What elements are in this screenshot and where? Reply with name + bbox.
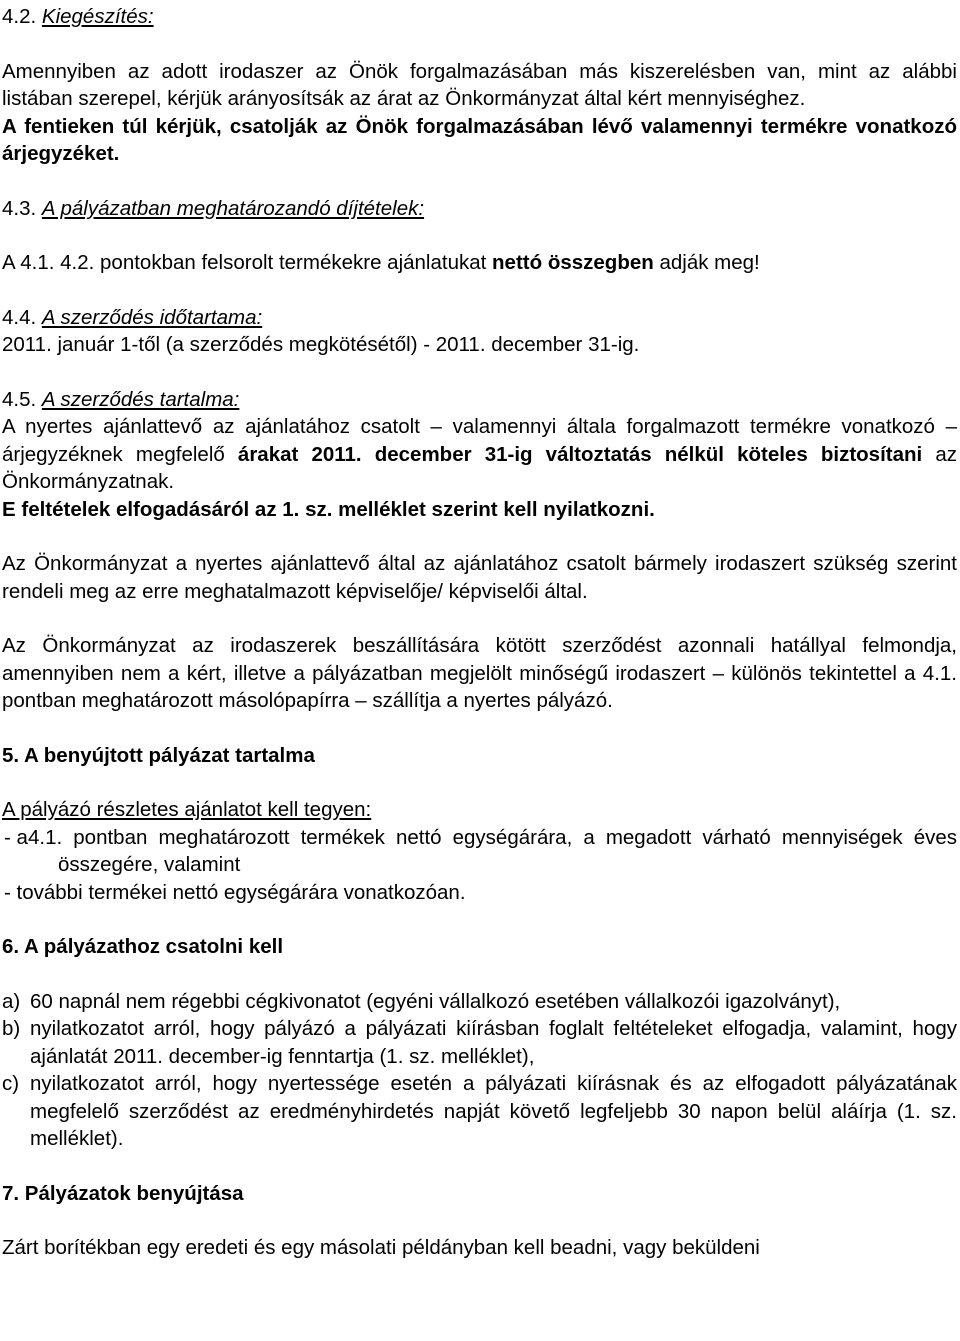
list-item-text: nyilatkozatot arról, hogy pályázó a pályázati kiírásban foglalt feltételeket elfogadja, valamint, hogy ajánlatát 2011. december-ig fenntartja (1. sz. melléklet), xyxy=(30,1017,957,1068)
section-title: 6. A pályázathoz csatolni kell xyxy=(2,935,284,958)
section-4-5-heading xyxy=(2,386,957,414)
list-item-text: 60 napnál nem régebbi cégkivonatot (egyéni vállalkozó esetében vállalkozói igazolványt), xyxy=(30,989,841,1013)
s5-list-item-2 xyxy=(2,879,957,907)
s5-list-item xyxy=(2,824,957,879)
document-page xyxy=(2,0,957,1262)
s7-text: Zárt borítékban egy eredeti és egy másolati példányban kell beadni, vagy beküldeni xyxy=(2,1236,760,1259)
section-number: 4.3. xyxy=(2,196,42,220)
list-label: a) xyxy=(2,989,21,1013)
s42-paragraph: Amennyiben az adott irodaszer az Önök forgalmazásában más kiszerelésben van, mint az alábbi listában szerepel, kérjük arányosítsák az árat az Önkormányzat által kért mennyiséghez. xyxy=(2,59,957,110)
s5-subheading-text: A pályázó részletes ajánlatot kell tegyen: xyxy=(2,798,372,821)
list-label: c) xyxy=(2,1072,20,1095)
section-title: A pályázatban meghatározandó díjtételek: xyxy=(41,196,425,220)
s45-bold-text-1: árakat 2011. december 31-ig változtatás nélkül köteles biztosítani xyxy=(237,442,923,466)
list-bullet: - a xyxy=(4,825,28,849)
s6-list-item-a xyxy=(2,988,957,1016)
section-title: A szerződés tartalma: xyxy=(41,387,240,411)
s45-paragraph-3: Az Önkormányzat az irodaszerek beszállítására kötött szerződést azonnali hatállyal felmondja, amennyiben nem a kért, illetve a pályázatban megjelölt minőségű irodaszert – különös tekintettel a 4.1. pontban meghatározott másolópapírra – szállítja a nyertes pályázó. xyxy=(2,634,957,712)
section-6-heading xyxy=(2,933,957,961)
s42-bold-text: A fentieken túl kérjük, csatolják az Önök forgalmazásában lévő valamennyi termékre vonatkozó árjegyzéket. xyxy=(2,114,957,165)
section-number: 4.5. xyxy=(2,387,42,411)
section-title: Kiegészítés: xyxy=(41,5,154,28)
section-title: 7. Pályázatok benyújtása xyxy=(2,1181,244,1205)
s44-text: 2011. január 1-től (a szerződés megkötésétől) - 2011. december 31-ig. xyxy=(2,333,640,356)
s43-text-b: adják meg! xyxy=(653,251,760,274)
s5-subheading xyxy=(2,796,957,824)
section-4-4-heading xyxy=(2,304,957,332)
section-4-3-heading xyxy=(2,195,957,223)
section-5-heading xyxy=(2,742,957,770)
s45-paragraph xyxy=(2,413,957,496)
section-4-2-heading xyxy=(2,3,957,31)
s45-bold-text-2: E feltételek elfogadásáról az 1. sz. melléklet szerint kell nyilatkozni. xyxy=(2,497,655,521)
list-item-text: nyilatkozatot arról, hogy nyertessége esetén a pályázati kiírásnak és az elfogadott pályázatának megfelelő szerződést az eredményhirdetés napját követő legfeljebb 30 napon belül aláírja (1. sz. melléklet). xyxy=(30,1072,957,1150)
s45-bold-line xyxy=(2,496,957,524)
s42-bold-paragraph xyxy=(2,113,957,168)
list-label: b) xyxy=(2,1017,21,1040)
s6-list-item-b xyxy=(2,1015,957,1070)
list-item-text: - további termékei nettó egységárára vonatkozóan. xyxy=(4,880,466,904)
s45-text-a: A nyertes ajánlattevő az ajánlatához csatolt – valamennyi általa forgalmazott termékre vonatkozó – árjegyzéknek megfelelő xyxy=(2,415,957,466)
s45-paragraph-2: Az Önkormányzat a nyertes ajánlattevő által az ajánlatához csatolt bármely irodaszert szükség szerint rendeli meg az erre meghatalmazott képviselője/ képviselői által. xyxy=(2,552,957,603)
section-number: 4.2. xyxy=(2,5,42,28)
list-item-text: 4.1. pontban meghatározott termékek nettó egységárára, a megadott várható mennyiségek éves összegére, valamint xyxy=(28,825,957,876)
section-7-heading xyxy=(2,1180,957,1208)
s43-bold-text: nettó összegben xyxy=(492,251,654,274)
section-number: 4.4. xyxy=(2,305,42,329)
s45-text-b: az Önkormányzatnak. xyxy=(2,442,957,493)
section-title: 5. A benyújtott pályázat tartalma xyxy=(2,743,315,767)
s6-list-item-c xyxy=(2,1070,957,1153)
section-title: A szerződés időtartama: xyxy=(41,305,263,329)
s43-paragraph xyxy=(2,249,957,277)
s43-text-a: A 4.1. 4.2. pontokban felsorolt termékekre ajánlatukat xyxy=(2,251,493,274)
